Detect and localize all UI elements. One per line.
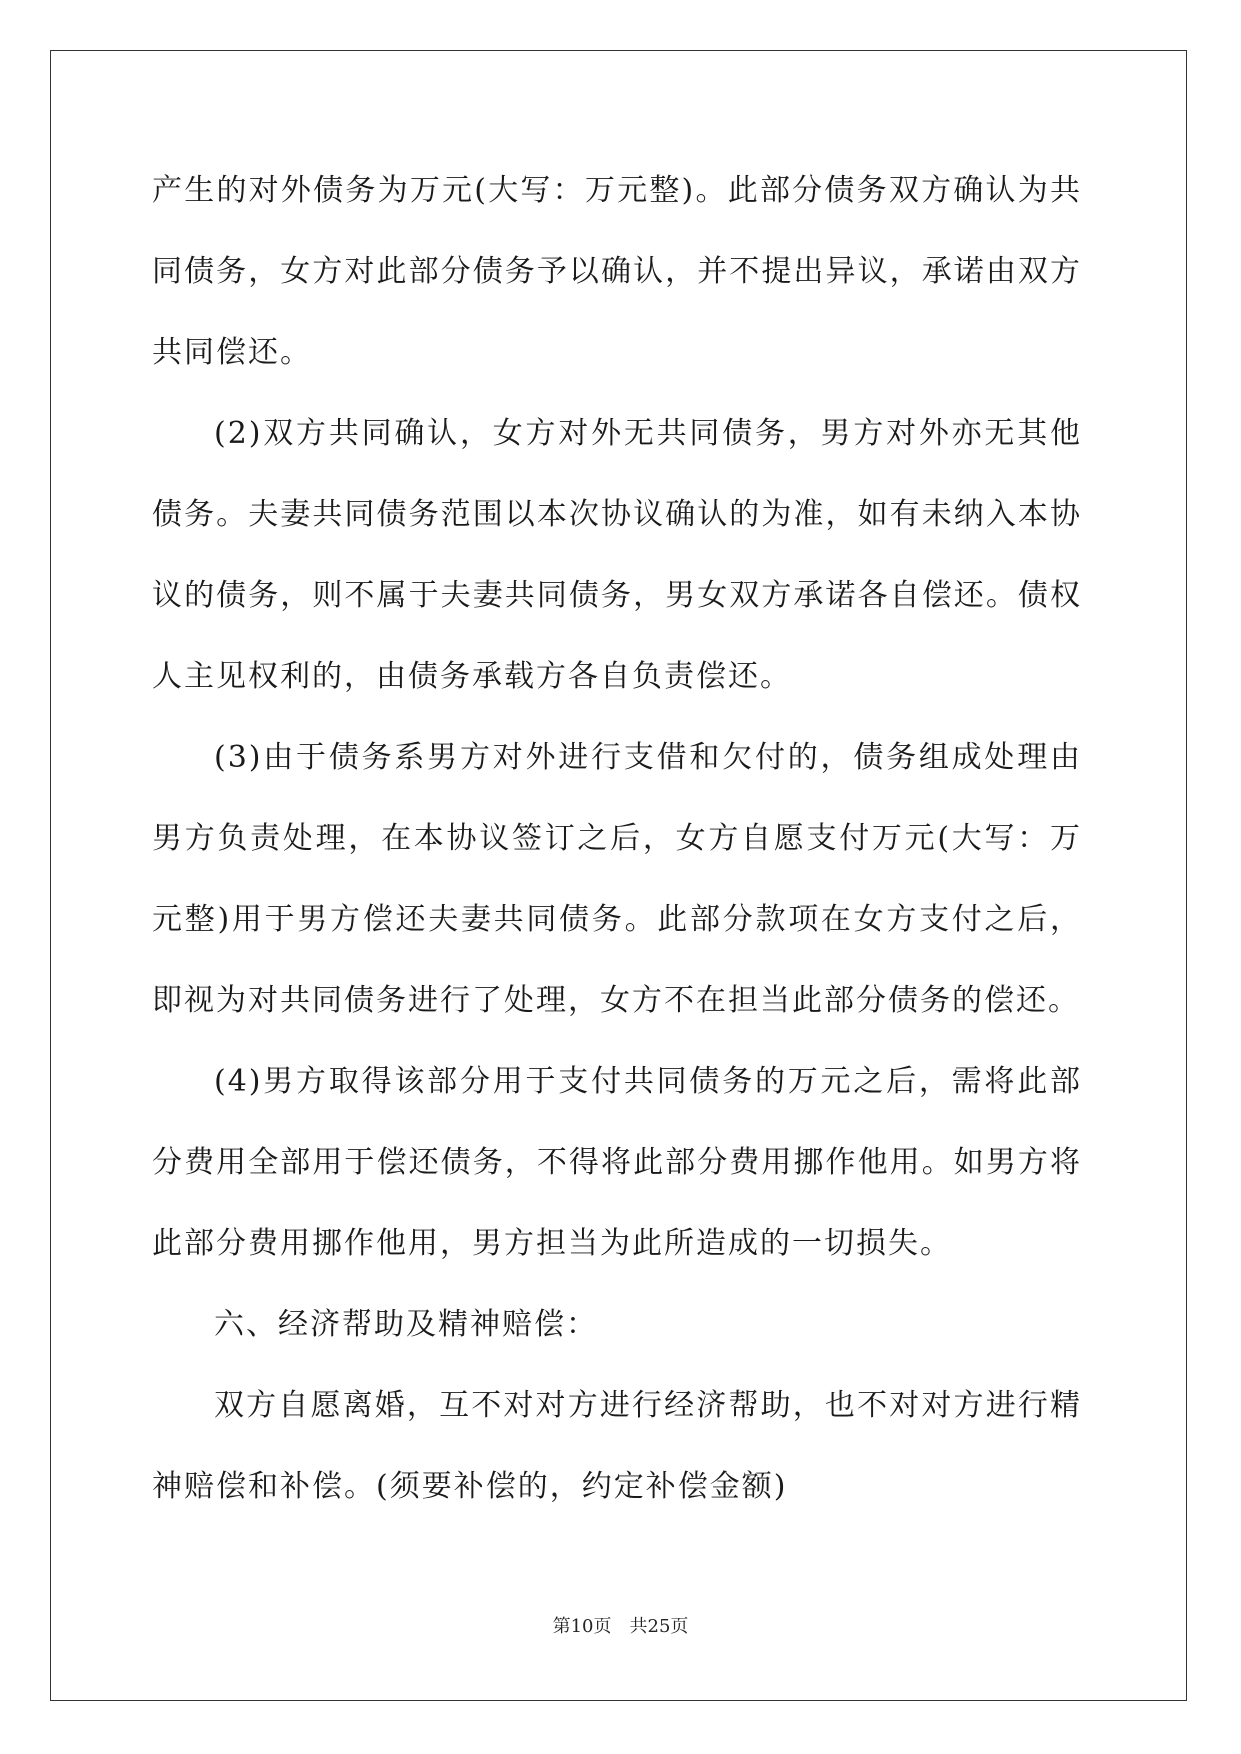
paragraph-clause-3: (3)由于债务系男方对外进行支借和欠付的，债务组成处理由男方负责处理，在本协议签订之后，女方自愿支付万元(大写：万元整)用于男方偿还夫妻共同债务。此部分款项在女方支付之后，即视为对共同债务进行了处理，女方不在担当此部分债务的偿还。 <box>152 740 1082 1018</box>
total-page-count: 共25页 <box>629 1616 689 1637</box>
paragraph-clause-4: (4)男方取得该部分用于支付共同债务的万元之后，需将此部分费用全部用于偿还债务，不得将此部分费用挪作他用。如男方将此部分费用挪作他用，男方担当为此所造成的一切损失。 <box>152 1064 1082 1261</box>
current-page-number: 第10页 <box>552 1616 612 1637</box>
paragraph-clause-2: (2)双方共同确认，女方对外无共同债务，男方对外亦无其他债务。夫妻共同债务范围以本次协议确认的为准，如有未纳入本协议的债务，则不属于夫妻共同债务，男女双方承诺各自偿还。债权人主见权利的，由债务承载方各自负责偿还。 <box>152 416 1082 694</box>
section-heading-economic-help: 六、经济帮助及精神赔偿： <box>214 1307 598 1342</box>
paragraph-economic-help: 双方自愿离婚，互不对对方进行经济帮助，也不对对方进行精神赔偿和补偿。(须要补偿的，约定补偿金额) <box>152 1388 1082 1504</box>
page-footer <box>0 1612 1241 1638</box>
document-body <box>152 150 1082 1527</box>
paragraph-debt-amount: 产生的对外债务为万元(大写：万元整)。此部分债务双方确认为共同债务，女方对此部分债务予以确认，并不提出异议，承诺由双方共同偿还。 <box>152 173 1082 370</box>
